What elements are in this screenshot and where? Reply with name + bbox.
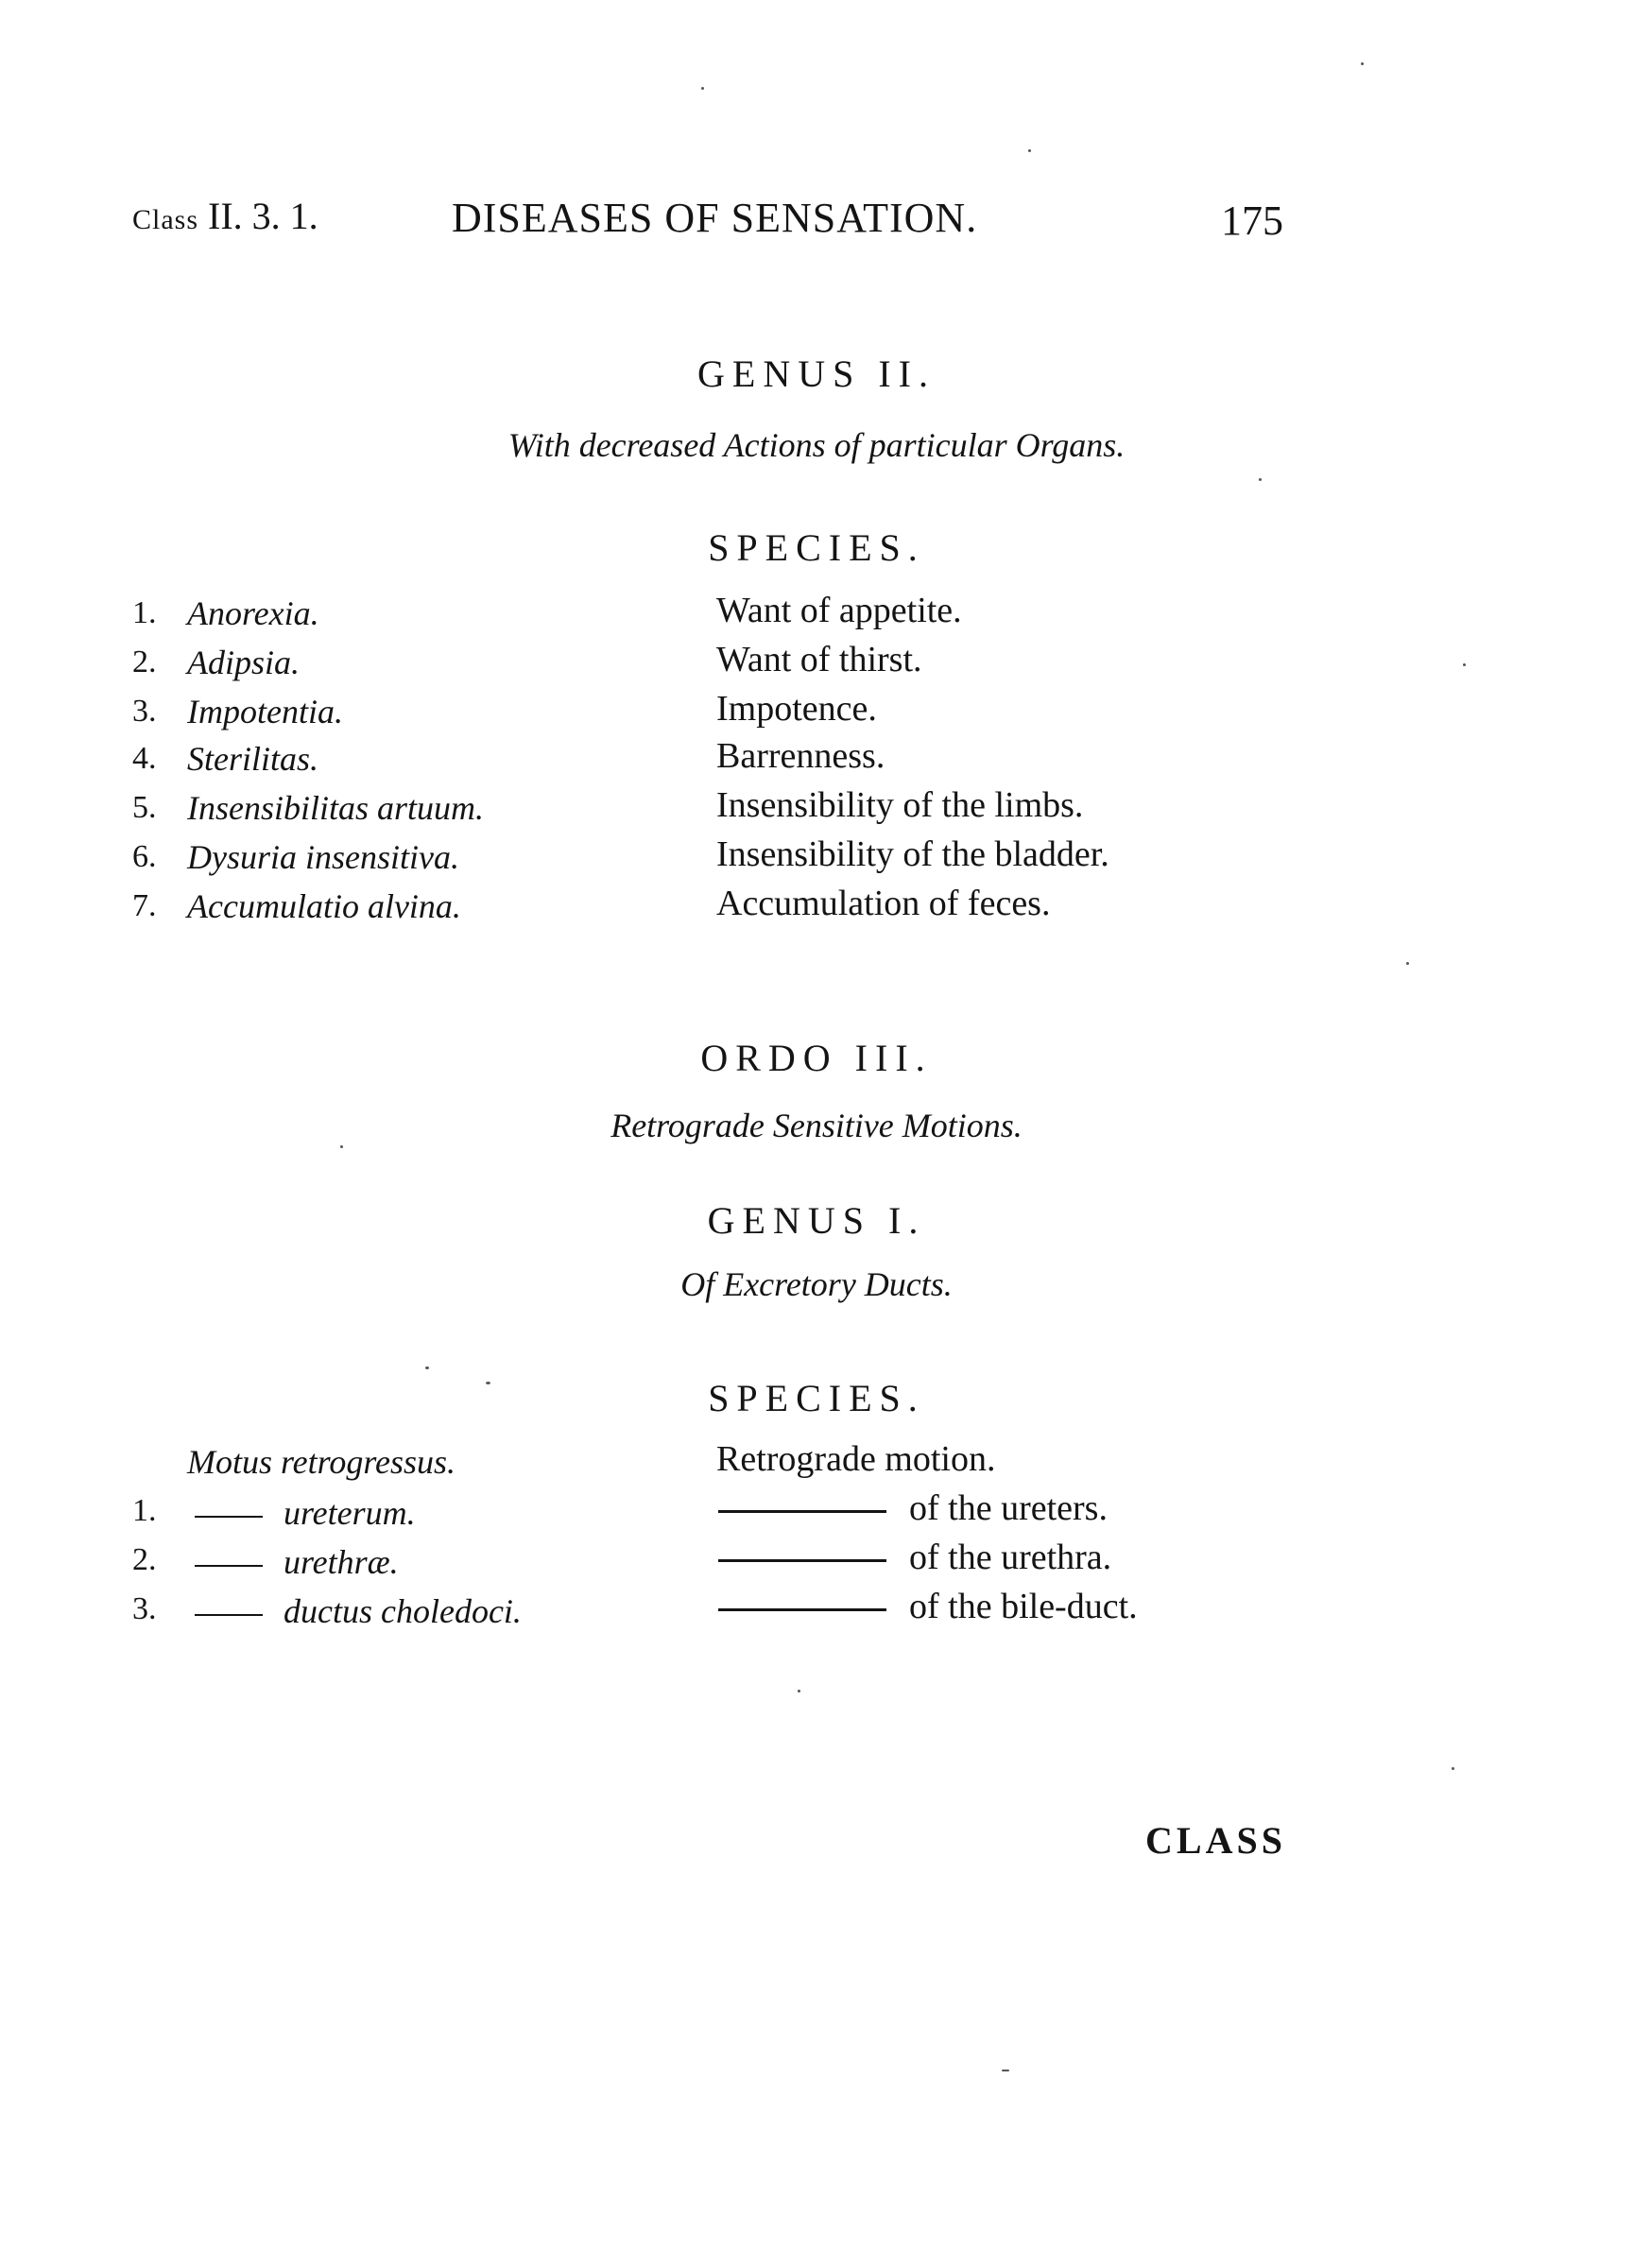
species-intro-english: Retrograde motion. — [716, 1439, 996, 1479]
species-latin-name: Accumulatio alvina. — [187, 887, 461, 925]
species-latin-name: Impotentia. — [187, 693, 343, 730]
scan-speck — [1028, 149, 1031, 152]
species-number: 4. — [132, 741, 157, 776]
catchword: CLASS — [1145, 1819, 1286, 1862]
species-latin-name: Insensibilitas artuum. — [187, 789, 485, 827]
species-english-name: Accumulation of feces. — [716, 884, 1051, 923]
species-number: 5. — [132, 790, 157, 825]
scan-speck — [701, 87, 704, 90]
species-latin-entry — [195, 1591, 522, 1631]
species-number: 2. — [132, 1542, 157, 1577]
ditto-dash — [718, 1510, 886, 1513]
running-header-class — [132, 194, 318, 238]
ditto-dash — [195, 1516, 263, 1518]
scan-speck — [1406, 962, 1409, 965]
species-latin-entry — [195, 1542, 399, 1582]
species-english-name: Want of thirst. — [716, 640, 922, 679]
genus-2-species-heading: SPECIES. — [708, 526, 925, 569]
scan-speck — [425, 1366, 429, 1369]
scan-speck — [340, 1145, 343, 1148]
genus-1-species-heading: SPECIES. — [708, 1377, 925, 1419]
species-number: 1. — [132, 1493, 157, 1528]
species-number: 2. — [132, 644, 157, 679]
species-english-name: Insensibility of the bladder. — [716, 834, 1109, 874]
ordo-3-subtitle: Retrograde Sensitive Motions. — [610, 1107, 1023, 1144]
species-latin-name: Anorexia. — [187, 594, 319, 632]
running-header-title: DISEASES OF SENSATION. — [452, 195, 978, 241]
species-latin-name: ureterum. — [284, 1494, 416, 1532]
species-english-name: Impotence. — [716, 689, 877, 729]
species-number: 7. — [132, 888, 157, 923]
species-english-name: Insensibility of the limbs. — [716, 785, 1084, 825]
header-class-label: Class — [132, 204, 199, 235]
species-english-entry — [718, 1487, 1108, 1529]
ditto-dash — [718, 1559, 886, 1562]
scan-speck — [1463, 663, 1466, 666]
scan-speck — [1002, 2070, 1009, 2071]
species-english-name: of the urethra. — [909, 1538, 1112, 1577]
species-english-entry — [718, 1586, 1138, 1627]
scan-speck — [1259, 478, 1262, 481]
species-number: 3. — [132, 694, 157, 729]
species-english-name: Barrenness. — [716, 736, 885, 776]
species-latin-name: urethræ. — [284, 1543, 399, 1581]
page-number: 175 — [1221, 198, 1283, 244]
species-latin-name: ductus choledoci. — [284, 1592, 522, 1630]
species-english-entry — [718, 1537, 1111, 1578]
species-english-name: of the bile-duct. — [909, 1587, 1138, 1626]
species-number: 6. — [132, 839, 157, 874]
scan-speck — [1452, 1767, 1454, 1770]
species-number: 1. — [132, 595, 157, 630]
species-latin-name: Adipsia. — [187, 644, 301, 681]
species-intro-latin: Motus retrogressus. — [187, 1443, 456, 1481]
ditto-dash — [718, 1608, 886, 1611]
species-latin-entry — [195, 1493, 416, 1533]
species-latin-name: Sterilitas. — [187, 740, 319, 778]
ordo-3-heading: ORDO III. — [700, 1037, 933, 1079]
header-class-numbering: II. 3. 1. — [208, 195, 318, 237]
scan-speck — [798, 1690, 800, 1692]
species-number: 3. — [132, 1591, 157, 1626]
species-latin-name: Dysuria insensitiva. — [187, 838, 459, 876]
scan-speck — [486, 1382, 490, 1384]
scan-speck — [1361, 62, 1364, 65]
species-english-name: Want of appetite. — [716, 591, 962, 630]
genus-1-subtitle: Of Excretory Ducts. — [680, 1265, 953, 1303]
ditto-dash — [195, 1565, 263, 1567]
genus-2-heading: GENUS II. — [697, 352, 936, 395]
ditto-dash — [195, 1614, 263, 1616]
genus-2-subtitle: With decreased Actions of particular Organs. — [507, 426, 1126, 464]
genus-1-heading: GENUS I. — [707, 1199, 926, 1242]
species-english-name: of the ureters. — [909, 1488, 1108, 1528]
